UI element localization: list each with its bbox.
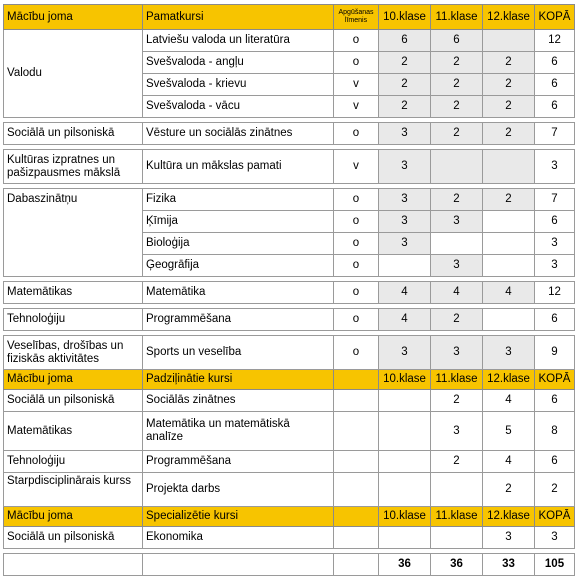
grade12-cell [483,255,535,277]
level-cell: v [334,150,379,184]
course-cell: Svešvaloda - krievu [143,74,334,96]
grade12-cell: 3 [483,527,535,549]
total-cell: 6 [535,74,575,96]
level-cell: v [334,96,379,118]
course-cell: Projekta darbs [143,473,334,507]
total-grade-10: 36 [379,554,431,576]
grade10-cell: 2 [379,74,431,96]
total-cell: 7 [535,123,575,145]
course-cell: Matemātika [143,282,334,304]
course-cell: Sports un veselība [143,336,334,370]
total-cell: 3 [535,233,575,255]
grade12-cell: 2 [483,74,535,96]
course-cell: Svešvaloda - angļu [143,52,334,74]
header-grade-12: 12.klase [483,370,535,390]
grade12-cell: 2 [483,189,535,211]
header-area: Mācību joma [4,370,143,390]
level-cell: o [334,282,379,304]
header-level-empty [334,370,379,390]
course-cell: Ģeogrāfija [143,255,334,277]
header-row-basic [4,5,575,30]
table-row [4,412,575,451]
header-total: KOPĀ [535,507,575,527]
grade10-cell [379,412,431,451]
total-cell: 8 [535,412,575,451]
total-cell: 6 [535,52,575,74]
header-total: KOPĀ [535,5,575,30]
table-row [4,282,575,304]
total-cell: 7 [535,189,575,211]
totals-empty [334,554,379,576]
area-cell: Matemātikas [4,282,143,304]
grade10-cell: 4 [379,309,431,331]
grade11-cell: 2 [431,52,483,74]
header-grade-11: 11.klase [431,370,483,390]
level-cell: o [334,211,379,233]
area-cell: Starpdisciplinārais kurss [4,473,143,507]
grade12-cell [483,233,535,255]
course-cell: Ekonomika [143,527,334,549]
grade10-cell: 3 [379,123,431,145]
total-grade-11: 36 [431,554,483,576]
grade12-cell [483,30,535,52]
area-cell: Sociālā un pilsoniskā [4,390,143,412]
header-grade-11: 11.klase [431,507,483,527]
grade12-cell: 2 [483,473,535,507]
grade10-cell [379,451,431,473]
table-row [4,527,575,549]
header-grade-10: 10.klase [379,5,431,30]
grade11-cell [431,150,483,184]
table-row [4,336,575,370]
grade10-cell [379,390,431,412]
area-cell: Tehnoloģiju [4,309,143,331]
total-cell: 12 [535,30,575,52]
grade11-cell: 4 [431,282,483,304]
total-cell: 6 [535,96,575,118]
grade11-cell: 2 [431,74,483,96]
total-cell: 3 [535,150,575,184]
total-cell: 6 [535,309,575,331]
header-level: Apgūšanas līmenis [334,5,379,30]
course-cell: Fizika [143,189,334,211]
grade12-cell: 4 [483,282,535,304]
level-cell: o [334,189,379,211]
grade11-cell: 2 [431,390,483,412]
grade12-cell: 4 [483,451,535,473]
level-cell [334,473,379,507]
grade12-cell: 5 [483,412,535,451]
table-row [4,451,575,473]
course-cell: Ķīmija [143,211,334,233]
level-cell [334,390,379,412]
course-cell: Latviešu valoda un literatūra [143,30,334,52]
grade11-cell: 3 [431,211,483,233]
level-cell [334,451,379,473]
total-cell: 3 [535,255,575,277]
grade11-cell: 3 [431,255,483,277]
total-cell: 6 [535,390,575,412]
grade10-cell: 3 [379,233,431,255]
total-cell: 12 [535,282,575,304]
header-grade-12: 12.klase [483,507,535,527]
course-cell: Kultūra un mākslas pamati [143,150,334,184]
total-cell: 2 [535,473,575,507]
grade12-cell: 2 [483,96,535,118]
grade11-cell: 2 [431,123,483,145]
header-advanced-courses: Padziļinātie kursi [143,370,334,390]
level-cell: o [334,30,379,52]
header-basic-courses: Pamatkursi [143,5,334,30]
grade11-cell: 6 [431,30,483,52]
course-cell: Bioloģija [143,233,334,255]
grade10-cell [379,527,431,549]
level-cell [334,412,379,451]
area-cell: Matemātikas [4,412,143,451]
grade12-cell: 2 [483,52,535,74]
grade11-cell: 2 [431,189,483,211]
course-cell: Sociālās zinātnes [143,390,334,412]
totals-row [4,554,575,576]
grade11-cell: 3 [431,412,483,451]
header-specialized-courses: Specializētie kursi [143,507,334,527]
grade10-cell: 3 [379,150,431,184]
total-cell: 6 [535,451,575,473]
grade12-cell: 3 [483,336,535,370]
level-cell: o [334,52,379,74]
header-grade-10: 10.klase [379,507,431,527]
totals-empty [4,554,143,576]
header-grade-12: 12.klase [483,5,535,30]
table-row [4,309,575,331]
area-cell: Veselības, drošības un fiziskās aktivitātes [4,336,143,370]
level-cell: o [334,336,379,370]
total-cell: 3 [535,527,575,549]
grade10-cell: 2 [379,96,431,118]
grade12-cell: 4 [483,390,535,412]
grade11-cell: 2 [431,309,483,331]
grade10-cell: 6 [379,30,431,52]
total-grade-12: 33 [483,554,535,576]
grade12-cell [483,309,535,331]
grade10-cell [379,255,431,277]
totals-empty [143,554,334,576]
level-cell: o [334,123,379,145]
course-cell: Matemātika un matemātiskā analīze [143,412,334,451]
grade10-cell: 2 [379,52,431,74]
total-cell: 6 [535,211,575,233]
table-row [4,123,575,145]
area-cell: Dabaszinātņu [4,189,143,277]
course-cell: Programmēšana [143,309,334,331]
level-cell: o [334,309,379,331]
grade10-cell [379,473,431,507]
area-cell: Sociālā un pilsoniskā [4,527,143,549]
grade11-cell: 2 [431,451,483,473]
grade11-cell [431,527,483,549]
grade12-cell [483,211,535,233]
table-row [4,150,575,184]
header-row-advanced [4,370,575,390]
curriculum-table [3,4,575,576]
area-cell: Tehnoloģiju [4,451,143,473]
header-area: Mācību joma [4,5,143,30]
area-cell: Valodu [4,30,143,118]
grade10-cell: 3 [379,211,431,233]
course-cell: Vēsture un sociālās zinātnes [143,123,334,145]
table-row [4,189,575,211]
area-cell: Sociālā un pilsoniskā [4,123,143,145]
grade10-cell: 3 [379,189,431,211]
grade11-cell [431,473,483,507]
grade11-cell: 2 [431,96,483,118]
grade10-cell: 3 [379,336,431,370]
grade12-cell: 2 [483,123,535,145]
course-cell: Svešvaloda - vācu [143,96,334,118]
grand-total: 105 [535,554,575,576]
table-row [4,473,575,507]
level-cell: o [334,233,379,255]
table-row [4,30,575,52]
header-grade-10: 10.klase [379,370,431,390]
grade12-cell [483,150,535,184]
level-cell: o [334,255,379,277]
header-total: KOPĀ [535,370,575,390]
course-cell: Programmēšana [143,451,334,473]
header-grade-11: 11.klase [431,5,483,30]
grade11-cell [431,233,483,255]
header-row-specialized [4,507,575,527]
header-level-empty [334,507,379,527]
area-cell: Kultūras izpratnes un pašizpausmes mākslā [4,150,143,184]
table-row [4,390,575,412]
level-cell: v [334,74,379,96]
header-area: Mācību joma [4,507,143,527]
grade10-cell: 4 [379,282,431,304]
total-cell: 9 [535,336,575,370]
level-cell [334,527,379,549]
grade11-cell: 3 [431,336,483,370]
